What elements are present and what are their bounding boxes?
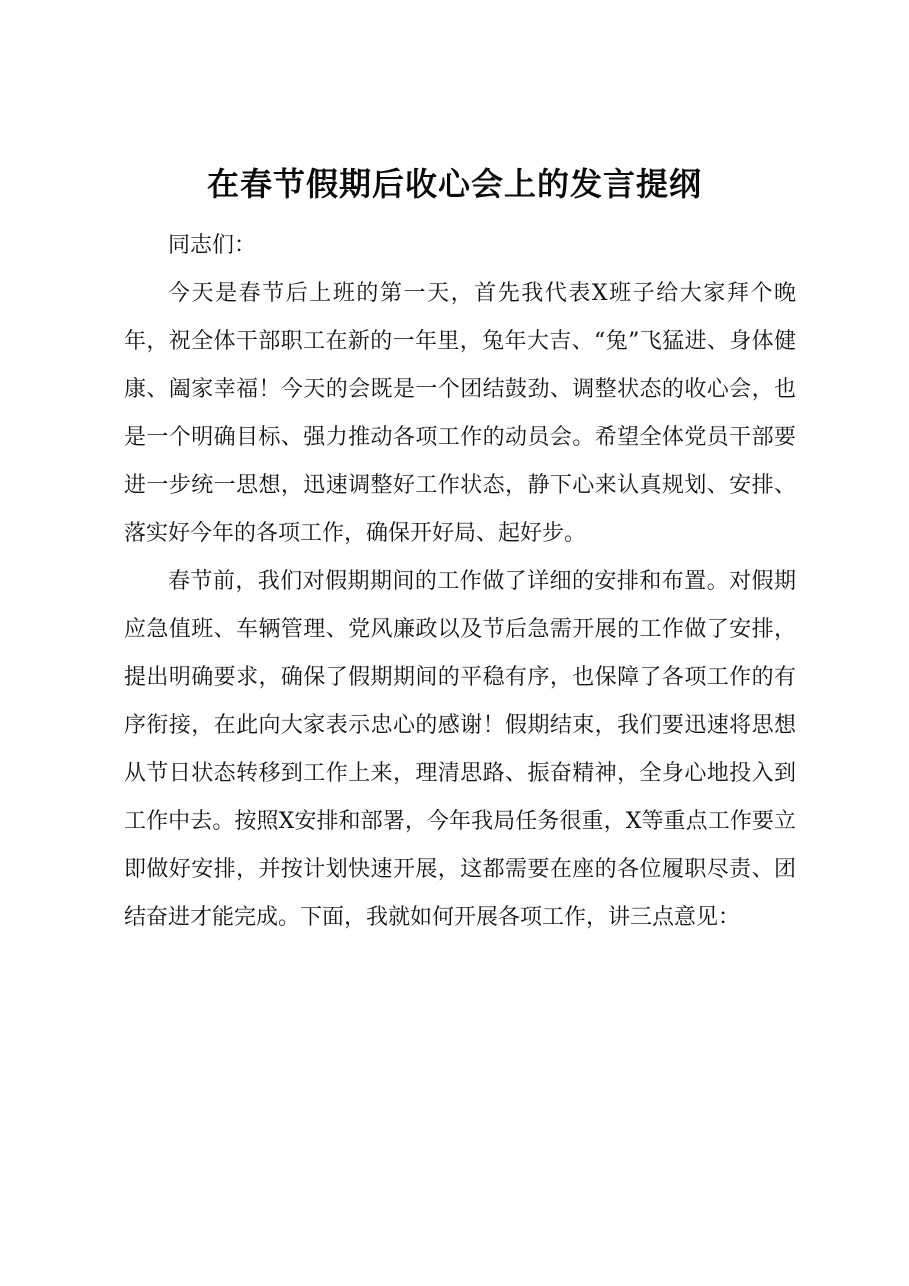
salutation: 同志们： <box>168 233 257 258</box>
document-title: 在春节假期后收心会上的发言提纲 <box>206 165 702 203</box>
paragraph: 今天是春节后上班的第一天，首先我代表X班子给大家拜个晚年，祝全体干部职工在新的一年里，兔年大吉、“兔”飞猛进、身体健康、阖家幸福！今天的会既是一个团结鼓劲、调整状态的收心会，也是一个明确目标、强力推动各项工作的动员会。希望全体党员干部要进一步统一思想，迅速调整好工作状态，静下心来认真规划、安排、落实好今年的各项工作，确保开好局、起好步。 <box>124 281 796 546</box>
document-body <box>124 222 796 942</box>
paragraph: 春节前，我们对假期期间的工作做了详细的安排和布置。对假期应急值班、车辆管理、党风廉政以及节后急需开展的工作做了安排，提出明确要求，确保了假期期间的平稳有序，也保障了各项工作的有序衔接，在此向大家表示忠心的感谢！假期结束，我们要迅速将思想从节日状态转移到工作上来，理清思路、振奋精神，全身心地投入到工作中去。按照X安排和部署，今年我局任务很重，X等重点工作要立即做好安排，并按计划快速开展，这都需要在座的各位履职尽责、团结奋进才能完成。下面，我就如何开展各项工作，讲三点意见： <box>124 569 796 930</box>
